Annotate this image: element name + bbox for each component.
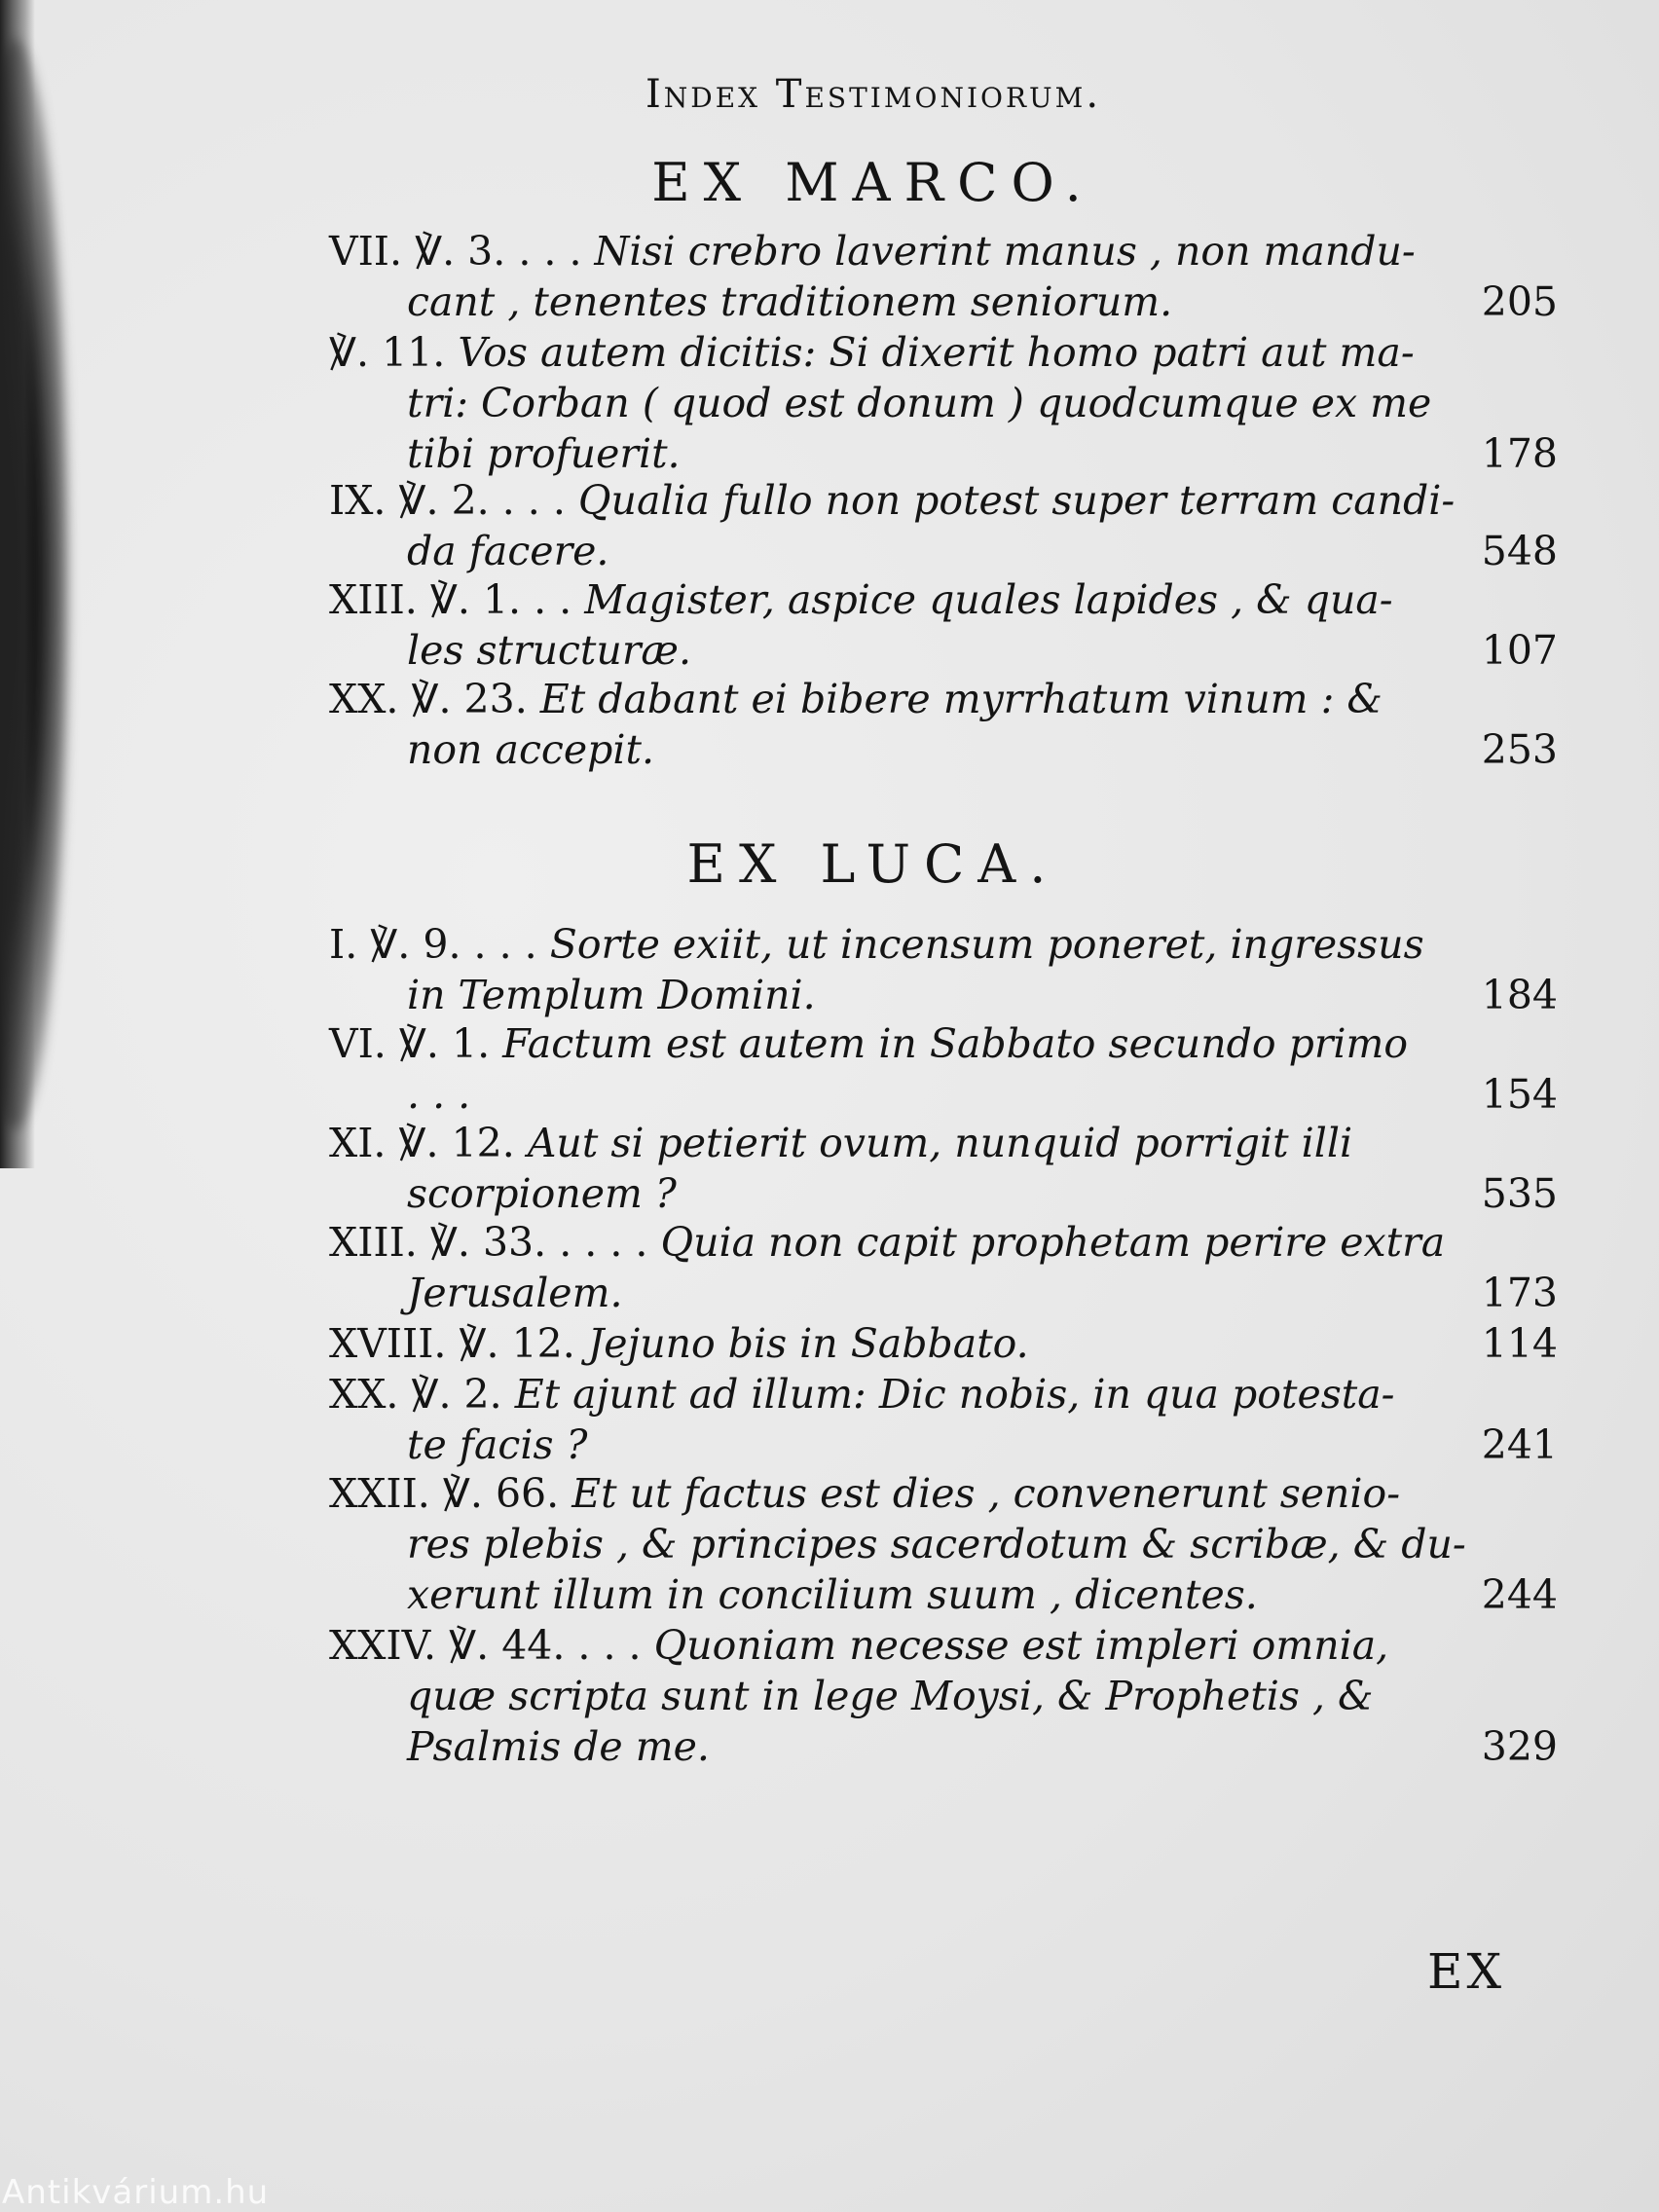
quoted-text: les structuræ. bbox=[407, 627, 691, 674]
index-entry bbox=[329, 1217, 1558, 1318]
quoted-text: Jejuno bis in Sabbato. bbox=[587, 1320, 1029, 1367]
index-entry bbox=[329, 574, 1558, 676]
page-number: 178 bbox=[1481, 430, 1558, 477]
page-number: 241 bbox=[1481, 1421, 1558, 1468]
catchword: EX bbox=[1427, 1943, 1506, 2000]
entry-line bbox=[329, 1620, 1558, 1671]
quoted-text: Et ut factus est dies , convenerunt senio- bbox=[571, 1470, 1401, 1517]
quoted-text: Aut si petierit ovum, nunquid porrigit illi bbox=[527, 1120, 1353, 1166]
entry-line bbox=[329, 276, 1558, 327]
entry-line bbox=[329, 1268, 1558, 1318]
entry-line bbox=[329, 919, 1558, 970]
entry-line bbox=[329, 1018, 1558, 1069]
entry-line bbox=[329, 327, 1558, 378]
quoted-text: res plebis , & principes sacerdotum & scribæ, & du- bbox=[407, 1521, 1466, 1567]
quoted-text: Et dabant ei bibere myrrhatum vinum : & bbox=[539, 676, 1382, 722]
entry-line bbox=[329, 625, 1558, 676]
page-number: 253 bbox=[1481, 726, 1558, 773]
entry-line bbox=[329, 1468, 1558, 1519]
entry-line bbox=[329, 226, 1558, 276]
index-entry bbox=[329, 1620, 1558, 1772]
index-entry bbox=[329, 1318, 1558, 1369]
section-title-luca: EX LUCA. bbox=[686, 833, 1060, 895]
quoted-text: quæ scripta sunt in lege Moysi, & Prophetis , & bbox=[407, 1673, 1374, 1719]
verse-reference: XVIII. ℣. 12. bbox=[329, 1320, 588, 1367]
quoted-text: Qualia fullo non potest super terram candi- bbox=[577, 477, 1456, 524]
entry-line bbox=[329, 1318, 1558, 1369]
quoted-text: non accepit. bbox=[407, 726, 655, 773]
quoted-text: da facere. bbox=[407, 528, 609, 574]
quoted-text: Jerusalem. bbox=[407, 1270, 623, 1316]
quoted-text: Nisi crebro laverint manus , non mandu- bbox=[594, 228, 1416, 275]
page-number: 205 bbox=[1481, 278, 1558, 325]
entry-line bbox=[329, 526, 1558, 576]
page-number: 184 bbox=[1481, 972, 1558, 1018]
quoted-text: Quoniam necesse est impleri omnia, bbox=[653, 1622, 1389, 1669]
verse-reference: VII. ℣. 3. . . . bbox=[329, 228, 595, 275]
quoted-text: Quia non capit prophetam perire extra bbox=[660, 1219, 1446, 1266]
page-number: 173 bbox=[1481, 1270, 1558, 1316]
quoted-text: Et ajunt ad illum: Dic nobis, in qua potesta- bbox=[514, 1371, 1395, 1418]
page-number: 107 bbox=[1481, 627, 1558, 674]
entry-line bbox=[329, 1168, 1558, 1219]
quoted-text: Magister, aspice quales lapides , & qua- bbox=[584, 576, 1393, 623]
entry-line bbox=[329, 1671, 1558, 1721]
watermark: Antikvárium.hu bbox=[2, 2173, 270, 2212]
quoted-text: cant , tenentes traditionem seniorum. bbox=[407, 278, 1173, 325]
verse-reference: XXII. ℣. 66. bbox=[329, 1470, 572, 1517]
quoted-text: tri: Corban ( quod est donum ) quodcumque ex me bbox=[407, 380, 1432, 426]
quoted-text: Factum est autem in Sabbato secundo primo bbox=[502, 1020, 1409, 1067]
section-title-marco: EX MARCO. bbox=[651, 152, 1095, 213]
quoted-text: Psalmis de me. bbox=[407, 1723, 710, 1770]
quoted-text: Vos autem dicitis: Si dixerit homo patri aut ma- bbox=[458, 329, 1415, 376]
index-entry bbox=[329, 1018, 1558, 1120]
entry-line bbox=[329, 1118, 1558, 1168]
index-entry bbox=[329, 674, 1558, 775]
index-entry bbox=[329, 327, 1558, 479]
quoted-text: tibi profuerit. bbox=[407, 430, 681, 477]
entry-line bbox=[329, 1069, 1558, 1120]
index-entry bbox=[329, 1468, 1558, 1620]
index-entry bbox=[329, 1118, 1558, 1219]
running-header: Index Testimoniorum. bbox=[645, 72, 1102, 117]
index-entry bbox=[329, 919, 1558, 1020]
page-number: 154 bbox=[1481, 1071, 1558, 1118]
page-number: 535 bbox=[1481, 1170, 1558, 1217]
verse-reference: XI. ℣. 12. bbox=[329, 1120, 528, 1166]
entry-line bbox=[329, 475, 1558, 526]
entry-line bbox=[329, 1519, 1558, 1569]
index-entry bbox=[329, 226, 1558, 327]
entry-line bbox=[329, 1369, 1558, 1419]
page-number: 114 bbox=[1481, 1320, 1558, 1367]
verse-reference: VI. ℣. 1. bbox=[329, 1020, 503, 1067]
verse-reference: XIII. ℣. 33. . . . . bbox=[329, 1219, 661, 1266]
index-entry bbox=[329, 1369, 1558, 1470]
entry-line bbox=[329, 378, 1558, 428]
entry-line bbox=[329, 970, 1558, 1020]
entry-line bbox=[329, 1217, 1558, 1268]
entry-line bbox=[329, 1419, 1558, 1470]
quoted-text: in Templum Domini. bbox=[407, 972, 816, 1018]
entry-line bbox=[329, 428, 1558, 479]
verse-reference: XX. ℣. 23. bbox=[329, 676, 540, 722]
entry-line bbox=[329, 1721, 1558, 1772]
quoted-text: Sorte exiit, ut incensum poneret, ingressus bbox=[549, 921, 1424, 968]
page-number: 548 bbox=[1481, 528, 1558, 574]
verse-reference: XIII. ℣. 1. . . bbox=[329, 576, 585, 623]
verse-reference: IX. ℣. 2. . . . bbox=[329, 477, 578, 524]
quoted-text: . . . bbox=[407, 1071, 471, 1118]
quoted-text: xerunt illum in concilium suum , dicentes. bbox=[407, 1571, 1258, 1618]
verse-reference: XX. ℣. 2. bbox=[329, 1371, 515, 1418]
page-number: 244 bbox=[1481, 1571, 1558, 1618]
quoted-text: scorpionem ? bbox=[407, 1170, 677, 1217]
verse-reference: ℣. 11. bbox=[329, 329, 459, 376]
quoted-text: te facis ? bbox=[407, 1421, 588, 1468]
entry-line bbox=[329, 724, 1558, 775]
verse-reference: I. ℣. 9. . . . bbox=[329, 921, 550, 968]
entry-line bbox=[329, 574, 1558, 625]
verse-reference: XXIV. ℣. 44. . . . bbox=[329, 1622, 654, 1669]
page-number: 329 bbox=[1481, 1723, 1558, 1770]
entry-line bbox=[329, 1569, 1558, 1620]
index-entry bbox=[329, 475, 1558, 576]
entry-line bbox=[329, 674, 1558, 724]
